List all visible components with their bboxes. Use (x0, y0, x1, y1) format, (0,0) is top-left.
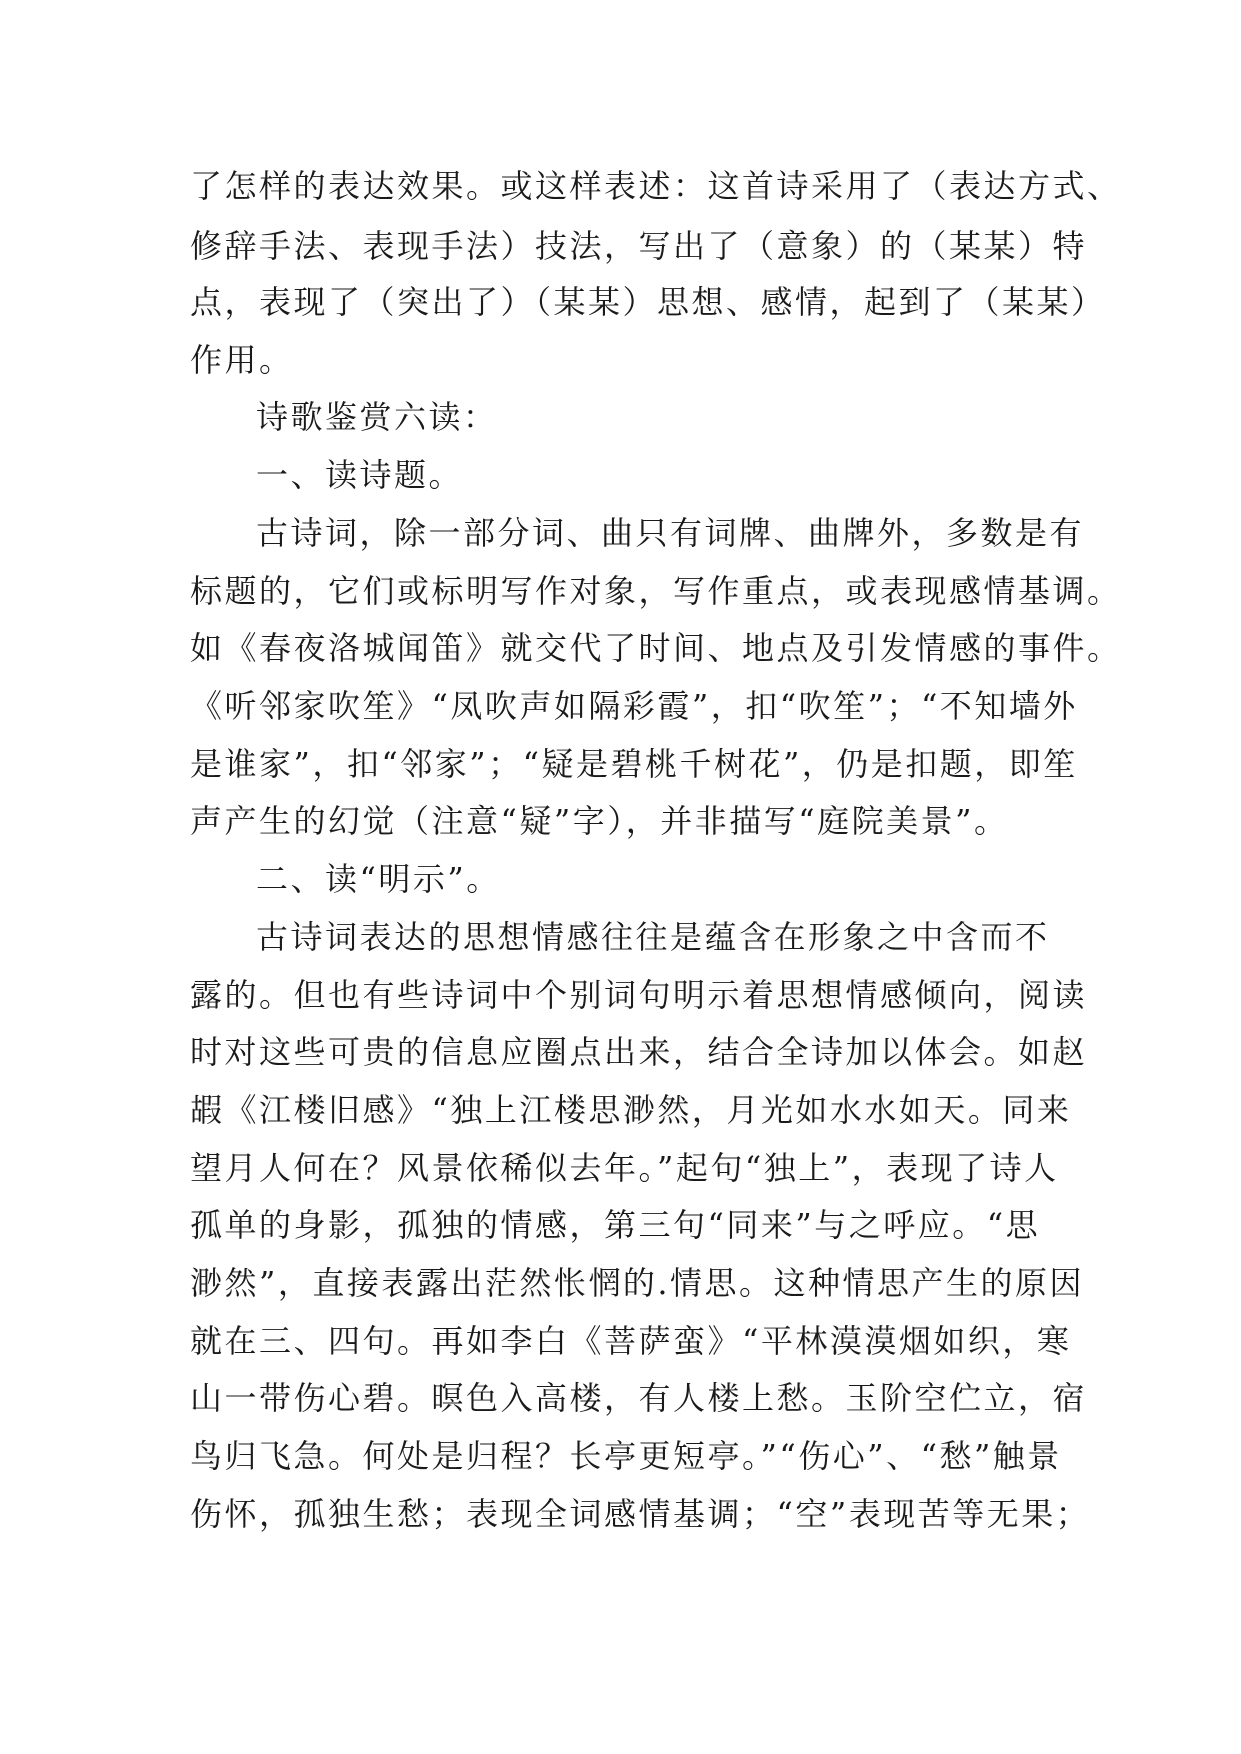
paragraph-start: 古诗词表达的思想情感往往是蕴含在形象之中含而不 (256, 918, 1050, 956)
section-heading: 二、读“明示”。 (256, 860, 501, 898)
text-line: 伤怀，孤独生愁；表现全词感情基调；“空”表现苦等无果； (190, 1495, 1091, 1533)
text-line: 是谁家”，扣“邻家”；“疑是碧桃千树花”，仍是扣题，即笙 (190, 745, 1078, 783)
text-line: 就在三、四句。再如李白《菩萨蛮》“平林漠漠烟如织，寒 (190, 1322, 1072, 1360)
text-line: 点，表现了（突出了）（某某）思想、感情，起到了（某某） (190, 283, 1106, 321)
text-line: 望月人何在？风景依稀似去年。”起句“独上”，表现了诗人 (190, 1149, 1059, 1187)
text-line: 嘏《江楼旧感》“独上江楼思渺然，月光如水水如天。同来 (190, 1091, 1072, 1129)
text-line: 孤单的身影，孤独的情感，第三句“同来”与之呼应。“思 (190, 1206, 1041, 1244)
text-line: 露的。但也有些诗词中个别词句明示着思想情感倾向，阅读 (190, 976, 1088, 1014)
section-heading: 诗歌鉴赏六读： (256, 398, 498, 436)
text-line: 《听邻家吹笙》“凤吹声如隔彩霞”，扣“吹笙”；“不知墙外 (190, 687, 1078, 725)
section-heading: 一、读诗题。 (256, 456, 464, 494)
text-line: 声产生的幻觉（注意“疑”字），并非描写“庭院美景”。 (190, 802, 1009, 840)
text-line: 修辞手法、表现手法）技法，写出了（意象）的（某某）特 (190, 227, 1088, 265)
text-line: 如《春夜洛城闻笛》就交代了时间、地点及引发情感的事件。 (190, 629, 1122, 667)
text-line: 鸟归飞急。何处是归程？长亭更短亭。”“伤心”、“愁”触景 (190, 1437, 1062, 1475)
text-line: 标题的，它们或标明写作对象，写作重点，或表现感情基调。 (190, 572, 1122, 610)
paragraph-start: 古诗词，除一部分词、曲只有词牌、曲牌外，多数是有 (256, 514, 1085, 552)
text-line: 作用。 (190, 341, 294, 379)
text-line: 时对这些可贵的信息应圈点出来，结合全诗加以体会。如赵 (190, 1033, 1088, 1071)
text-line: 了怎样的表达效果。或这样表述：这首诗采用了（表达方式、 (190, 167, 1122, 205)
text-line: 山一带伤心碧。暝色入高楼，有人楼上愁。玉阶空伫立，宿 (190, 1379, 1088, 1417)
text-line: 渺然”，直接表露出茫然怅惘的.情思。这种情思产生的原因 (190, 1264, 1085, 1302)
